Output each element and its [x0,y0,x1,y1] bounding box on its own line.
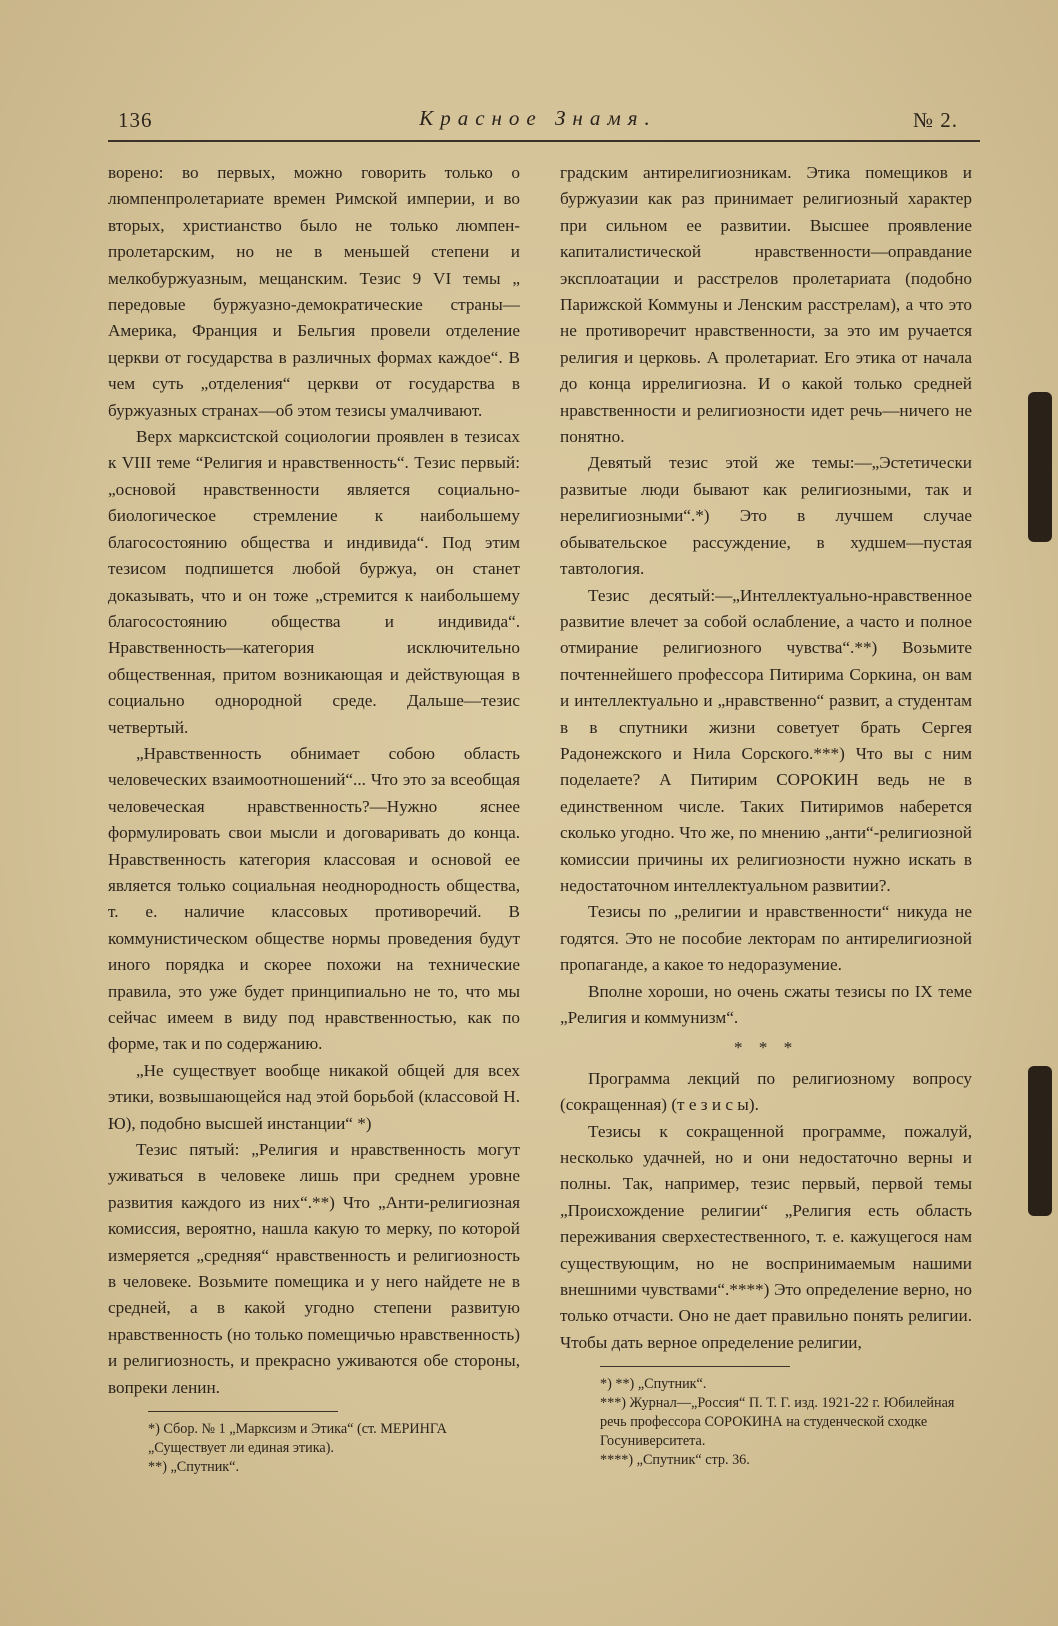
paragraph: ворено: во первых, можно говорить только о люмпенпролетариате времен Римской империи, и во вторых, христианство было не только люмпен-пролетарским, но не в меньшей степени и мелкобуржуазным, мещанским. Тезис 9 VI темы „ передовые буржуазно-демократические страны—Америка, Франция и Бельгия провели отделение церкви от государства в различных формах каждое“. В чем суть „отделения“ церкви от государства в буржуазных странах—об этом тезисы умалчивают. [108,163,520,420]
footnote: ***) Журнал—„Россия“ П. Т. Г. изд. 1921-22 г. Юбилейная речь профессора СОРОКИНА на студенческой сходке Госуниверситета. [600,1395,955,1450]
page-number: 136 [118,108,153,132]
paragraph: Верх марксистской социологии проявлен в тезисах к VIII теме “Религия и нравственность“. Тезис первый: „основой нравственности является социально-биологическое стремление к наибольшему благосостоянию общества и индивида“. Под этим тезисом подпишется любой буржуа, он станет доказывать, что и он тоже „стремится к наибольшему благосостоянию общества и индивида“. Нравственность—категория исключительно общественная, притом возникающая и действующая в социально однородной среде. Дальше—тезис четвертый. [108,427,520,737]
footnote: ****) „Спутник“ стр. 36. [600,1452,750,1469]
paragraph: „Нравственность обнимает собою область человеческих взаимоотношений“... Что это за всеобщая человеческая нравственность?—Нужно яснее формулировать свои мысли и договаривать до конца. Нравственность категория классовая и основой ее является только социальная неоднородность общества, т. е. наличие классовых противоречий. В коммунистическом обществе нормы проведения будут иного порядка и скорее похожи на технические правила, это уже будет принципиально не то, что мы сейчас имеем в виду под нравственностью, как по форме, так и по содержанию. [108,743,520,1054]
paragraph: Вполне хороши, но очень сжаты тезисы по IX теме „Религия и коммунизм“. [560,981,972,1027]
issue-number: № 2. [912,108,958,132]
paragraph: Тезисы к сокращенной программе, пожалуй, несколько удачней, но и они недостаточно верны и полны. Так, например, тезис первый, первой темы „Происхождение религии“ „Религия есть область переживания сверхестественного, т. е. кажущегося нам существующим, но не воспринимаемым нашими внешними чувствами“.****) Это определение верно, но только отчасти. Оно не дает правильно понять религии. Чтобы дать верное определение религии, [560,1121,972,1352]
footnotes [560,1375,972,1470]
footnote-rule [600,1366,790,1367]
binding-mark [1028,392,1052,542]
binding-mark [1028,1066,1052,1216]
right-column [560,160,972,1470]
paragraph: градским антирелигиозникам. Этика помещиков и буржуазии как раз принимает религиозный характер при сильном ее развитии. Высшее проявление капиталистической нравственности—оправдание эксплоатации и расстрелов пролетариата (подобно Парижской Коммуны и Ленским расстрелам), а что это не противоречит нравственности, за это им ручается религия и церковь. А пролетариат. Его этика от начала до конца иррелигиозна. И о какой только средней нравственности и религиозности идет речь—ничего не понятно. [560,163,972,447]
header-rule [108,140,980,142]
paragraph: Тезис десятый:—„Интеллектуально-нравственное развитие влечет за собой ослабление, а часто и полное отмирание религиозного чувства“.**) Возьмите почтеннейшего профессора Питирима Соркина, он вам и интеллектуально и „нравственно“ развит, а студентам в в спутники жизни советует брать Сергея Радонежского и Нила Сорского.***) Что вы с ним поделаете? А Питирим СОРОКИН ведь не в единственном числе. Таких Питиримов наберется сколько угодно. Что же, по мнению „анти“-религиозной комиссии причины их религиозности нужно искать в недостаточном интеллектуальном развитии?. [560,585,972,895]
footnotes [108,1420,520,1477]
paragraph: Тезис пятый: „Религия и нравственность могут уживаться в человеке лишь при среднем уровне развития каждого из них“.**) Что „Анти-религиозная комиссия, вероятно, нашла какую то мерку, по которой измеряется „средняя“ нравственность и религиозность в человеке. Возьмите помещика и у него найдете не в средней, а в какой угодно степени развитую нравственность (но только помещичью нравственность) и религиозность, и прекрасно уживаются обе стороны, вопреки ленин. [108,1140,520,1397]
footnote: **) „Спутник“. [148,1459,240,1476]
section-separator: * * * [733,1038,799,1058]
paragraph: Тезисы по „религии и нравственности“ никуда не годятся. Это не пособие лекторам по антирелигиозной пропаганде, а какое то недоразумение. [560,902,972,975]
paragraph: „Не существует вообще никакой общей для всех этики, возвышающейся над этой борьбой (классовой Н. Ю), подобно высшей инстанции“ *) [108,1060,520,1133]
left-column [108,160,520,1477]
page-header [118,106,958,140]
footnote: *) Сбор. № 1 „Марксизм и Этика“ (ст. МЕРИНГА „Существует ли единая этика). [148,1421,447,1457]
footnote-rule [148,1411,338,1412]
footnote: *) **) „Спутник“. [600,1376,707,1393]
journal-title: Красное Знамя. [419,106,657,130]
paragraph: Девятый тезис этой же темы:—„Эстетически развитые люди бывают как религиозными, так и нерелигиозными“.*) Это в лучшем случае обывательское рассуждение, в худшем—пустая тавтология. [560,453,972,579]
section-heading: Программа лекций по религиозному вопросу (сокращенная) (т е з и с ы). [560,1068,972,1115]
